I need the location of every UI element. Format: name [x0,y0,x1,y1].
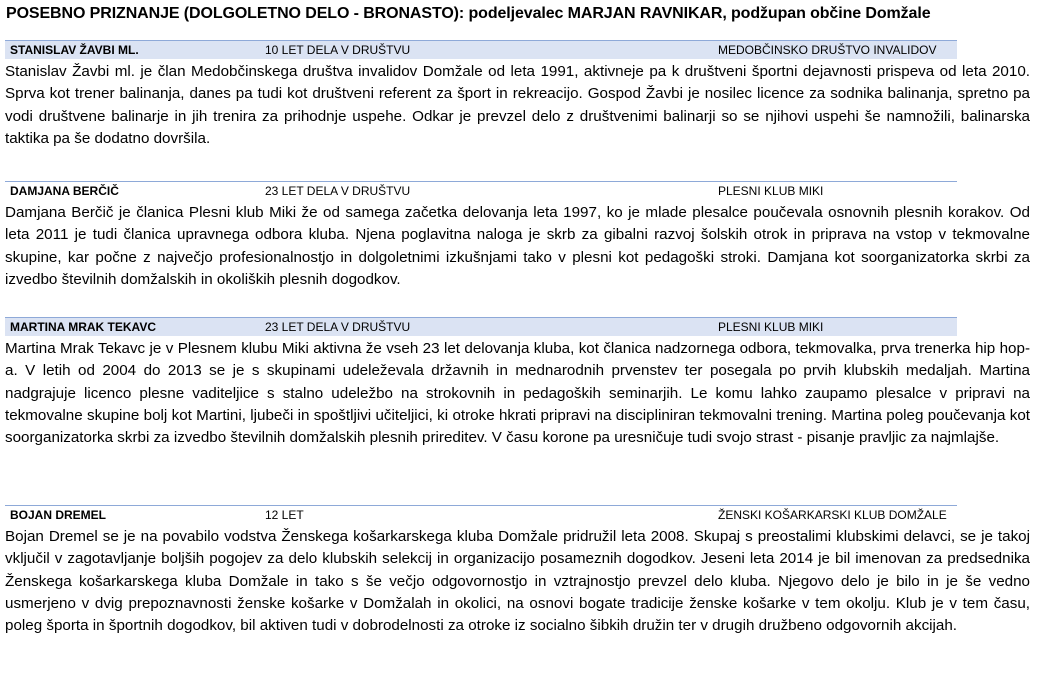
recipient-name: BOJAN DREMEL [10,508,107,522]
award-entry [5,40,1030,150]
service-years: 10 LET DELA V DRUŠTVU [265,43,411,57]
service-years: 23 LET DELA V DRUŠTVU [265,184,411,198]
recipient-name: MARTINA MRAK TEKAVC [10,320,156,334]
recipient-bio: Stanislav Žavbi ml. je član Medobčinskega društva invalidov Domžale od leta 1991, aktivneje pa k društveni športni dejavnosti prispeva od leta 2010. Sprva kot trener balinanja, danes pa tudi kot društveni referent za šport in rekreacijo. Gospod Žavbi je nosilec licence za sodnika balinanja, spretno pa vodi društvene balinarje in jih trenira za prihodnje uspehe. Odkar je prevzel delo z društvenimi balinarji so se njihovi uspehi še namnožili, balinarska taktika pa še dodatno dovršila. [5,63,1030,147]
recipient-name: DAMJANA BERČIČ [10,184,119,198]
entry-header [5,181,957,200]
award-entry [5,505,1030,637]
award-entry [5,181,1030,291]
page-title: POSEBNO PRIZNANJE (DOLGOLETNO DELO - BRONASTO): podeljevalec MARJAN RAVNIKAR, podžupan občine Domžale [6,5,931,22]
entry-header [5,317,957,336]
entry-header [5,40,957,59]
organization-name: MEDOBČINSKO DRUŠTVO INVALIDOV [718,43,937,57]
service-years: 12 LET [265,508,304,522]
recipient-bio: Damjana Berčič je članica Plesni klub Miki že od samega začetka delovanja leta 1997, ko je mlade plesalce poučevala osnovnih plesnih korakov. Od leta 2011 je tudi članica upravnega odbora kluba. Njena poglavitna naloga je skrb za gibalni razvoj šolskih otrok in priprava na vstop v tekmovalne skupine, kar počne z največjo profesionalnostjo in dolgoletnimi izkušnjami tako v plesni kot pedagoški stroki. Damjana kot soorganizatorka skrbi za izvedbo številnih domžalskih in okoliških plesnih dogodkov. [5,204,1030,288]
organization-name: ŽENSKI KOŠARKARSKI KLUB DOMŽALE [718,508,947,522]
entry-header [5,505,957,524]
organization-name: PLESNI KLUB MIKI [718,320,824,334]
organization-name: PLESNI KLUB MIKI [718,184,824,198]
service-years: 23 LET DELA V DRUŠTVU [265,320,411,334]
recipient-bio: Bojan Dremel se je na povabilo vodstva Ženskega košarkarskega kluba Domžale pridružil leta 2008. Skupaj s preostalimi klubskimi delavci, se je takoj vključil v zagotavljanje boljših pogojev za delo klubskih selekcij in organizacijo posameznih dogodkov. Jeseni leta 2014 je bil imenovan za predsednika Ženskega košarkarskega kluba Domžale in tako s še večjo odgovornostjo in vztrajnostjo prevzel delo kluba. Njegovo delo je bilo in je še vedno usmerjeno v dvig prepoznavnosti ženske košarke v Domžalah in okolici, na osnovi bogate tradicije ženske košarke v tem okolju. Klub je v tem času, poleg športa in športnih dogodkov, bil aktiven tudi v dobrodelnosti za otroke iz socialno šibkih družin ter v drugih družbeno odgovornih akcijah. [5,528,1030,635]
recipient-name: STANISLAV ŽAVBI ML. [10,43,139,57]
award-entry [5,317,1030,449]
recipient-bio: Martina Mrak Tekavc je v Plesnem klubu Miki aktivna že vseh 23 let delovanja kluba, kot članica nadzornega odbora, tekmovalka, prva trenerka hip hop-a. V letih od 2004 do 2013 se je s skupinami udeleževala državnih in mednarodnih prvenstev ter posegala po prvih klubskih medaljah. Martina nadgrajuje licenco plesne vaditeljice s stalno udeležbo na strokovnih in pedagoških seminarjih. Le komu lahko zaupamo plesalce v pripravi na tekmovalne skupine bolj kot Martini, ljubeči in spoštljivi učiteljici, ki otroke hkrati pripravi na discipliniran tekmovalni trening. Martina poleg poučevanja kot soorganizatorka skrbi za izvedbo številnih domžalskih plesnih prireditev. V času korone pa uresničuje tudi svojo strast - pisanje pravljic za najmlajše. [5,340,1030,447]
